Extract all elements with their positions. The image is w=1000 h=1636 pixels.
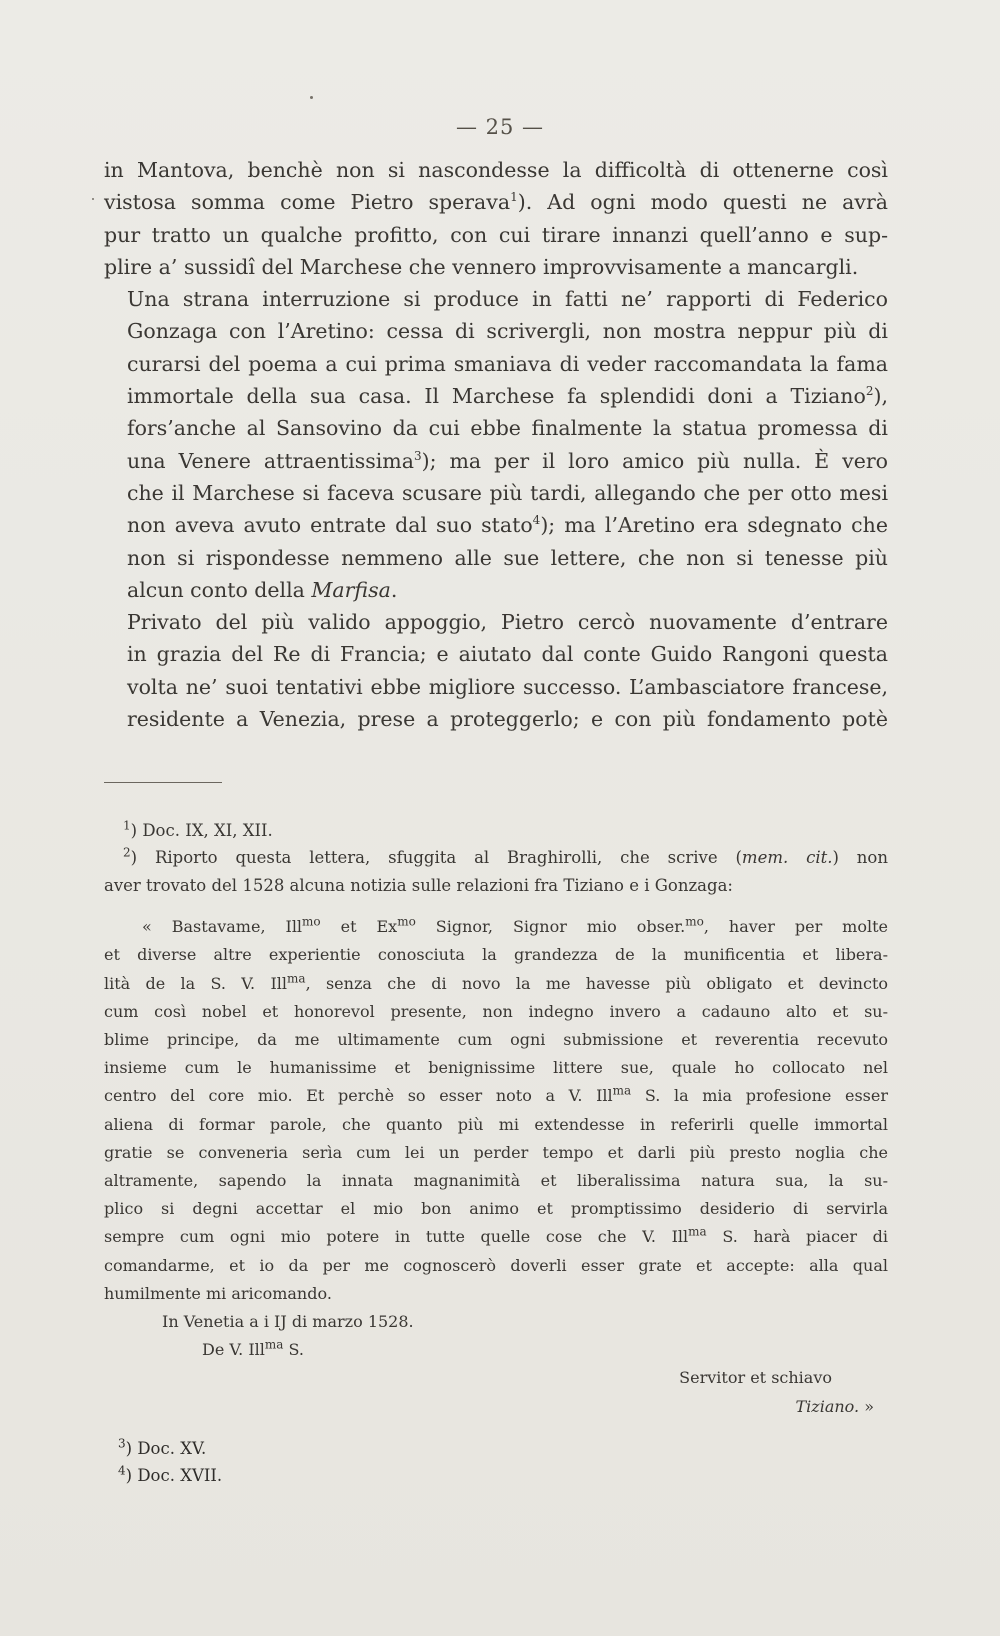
signature-name: Tiziano. bbox=[795, 1396, 860, 1416]
text-line: humilmente mi aricomando. bbox=[104, 1283, 332, 1303]
paragraph-2 bbox=[104, 283, 888, 606]
footnote-ref: 3 bbox=[413, 448, 422, 463]
text-line: aver trovato del 1528 alcuna notizia sulle relazioni fra Tiziano e i Gonzaga: bbox=[104, 875, 733, 895]
text-line: cum così nobel et honorevol presente, non indegno invero a cadauno alto et su- bbox=[104, 1001, 888, 1021]
text-span: , haver per molte bbox=[703, 917, 888, 937]
paper-speck bbox=[310, 96, 313, 99]
text-line: residente a Venezia, prese a proteggerlo; e con più fondamento potè bbox=[127, 707, 888, 732]
text-line: comandarme, et io da per me cognoscerò doverli esser grate et accepte: alla qual bbox=[104, 1255, 888, 1275]
text-line: volta ne’ suoi tentativi ebbe migliore successo. L’ambasciatore francese, bbox=[127, 674, 888, 699]
text-line bbox=[104, 509, 888, 541]
text-line: altramente, sapendo la innata magnanimità et liberalissima natura sua, la su- bbox=[104, 1171, 888, 1191]
text-line: curarsi del poema a cui prima smaniava di veder raccomandata la fama bbox=[127, 351, 888, 376]
text-span: ) non bbox=[832, 848, 888, 868]
text-line: pur tratto un qualche profitto, con cui tirare innanzi quell’anno e sup- bbox=[104, 222, 888, 247]
text-span: Signor, Signor mio obser. bbox=[415, 917, 686, 937]
text-line: plire a’ sussidî del Marchese che vennero improvvisamente a mancargli. bbox=[104, 254, 859, 279]
text-span: ); ma l’Aretino era sdegnato che bbox=[540, 513, 888, 538]
text-line bbox=[104, 186, 888, 218]
text-line: et diverse altre experientie conosciuta la grandezza de la munificentia et libera- bbox=[104, 945, 888, 965]
text-span: ), bbox=[873, 384, 888, 409]
text-line: fors’anche al Sansovino da cui ebbe finalmente la statua promessa di bbox=[127, 416, 888, 441]
footnote-mark: 3 bbox=[118, 1436, 126, 1451]
spacer bbox=[104, 899, 888, 913]
footnote-ref: 4 bbox=[532, 513, 541, 528]
text-span: vistosa somma come Pietro sperava bbox=[104, 190, 511, 215]
text-line bbox=[104, 844, 888, 871]
text-line bbox=[104, 1223, 888, 1251]
footnote-2-cont bbox=[104, 872, 888, 899]
letter-place-date: In Venetia a i IJ di marzo 1528. bbox=[162, 1312, 414, 1332]
superscript: ma bbox=[688, 1225, 707, 1240]
text-span: alcun conto della bbox=[127, 577, 312, 602]
text-span: ) Riporto questa lettera, sfuggita al Braghirolli, che scrive ( bbox=[130, 848, 742, 868]
footnote-mark: 2 bbox=[123, 845, 131, 860]
text-span: ); ma per il loro amico più nulla. È vero bbox=[421, 448, 888, 473]
text-span: non aveva avuto entrate dal suo stato bbox=[127, 513, 533, 538]
text-line: Una strana interruzione si produce in fatti ne’ rapporti di Federico bbox=[127, 287, 888, 312]
text-span: una Venere attraentissima bbox=[127, 448, 414, 473]
text-span: De V. Ill bbox=[202, 1340, 265, 1360]
text-span: immortale della sua casa. Il Marchese fa splendidi doni a Tiziano bbox=[127, 384, 866, 409]
superscript: ma bbox=[612, 1084, 632, 1099]
letter-signature bbox=[104, 1393, 888, 1421]
text-line: plico si degni accettar el mio bon animo et promptissimo desiderio di servirla bbox=[104, 1199, 888, 1219]
text-line: in Mantova, benchè non si nascondesse la difficoltà di ottenerne così bbox=[104, 158, 888, 182]
text-span: , senza che di novo la me havesse più obligato et devincto bbox=[305, 973, 889, 993]
footnote-ref: 1 bbox=[510, 190, 518, 205]
quoted-letter bbox=[104, 913, 888, 1421]
footnote-1 bbox=[104, 817, 888, 844]
paragraph-3 bbox=[104, 606, 888, 735]
text-line bbox=[104, 445, 888, 477]
text-line bbox=[104, 380, 888, 412]
citation-abbrev: mem. cit. bbox=[741, 848, 833, 868]
text-span: S. la mia profesione esser bbox=[631, 1086, 888, 1106]
text-line: Privato del più valido appoggio, Pietro cercò nuovamente d’entrare bbox=[127, 610, 888, 635]
text-span: centro del core mio. Et perchè so esser noto a V. Ill bbox=[104, 1086, 613, 1106]
text-span: sempre cum ogni mio potere in tutte quelle cose che V. Ill bbox=[104, 1227, 689, 1247]
superscript: mo bbox=[302, 914, 321, 929]
superscript: mo bbox=[397, 914, 416, 929]
text-span: S. bbox=[283, 1340, 304, 1360]
text-span: et Ex bbox=[320, 917, 398, 937]
text-span: . bbox=[390, 577, 398, 602]
text-span: « Bastavame, Ill bbox=[142, 917, 303, 937]
text-span: ). Ad ogni modo questi ne avrà bbox=[517, 190, 888, 215]
footnote-text: ) Doc. XVII. bbox=[125, 1466, 223, 1485]
text-line: Gonzaga con l’Aretino: cessa di scrivergli, non mostra neppur più di bbox=[127, 319, 888, 344]
superscript: ma bbox=[287, 971, 306, 986]
footnote-divider bbox=[104, 782, 222, 783]
text-span: S. harà piacer di bbox=[706, 1227, 889, 1247]
footnote-text: ) Doc. XV. bbox=[125, 1439, 207, 1458]
page-number: — 25 — bbox=[455, 115, 545, 139]
main-text bbox=[104, 154, 888, 735]
paragraph-1 bbox=[104, 154, 888, 283]
footnotes-3-4 bbox=[118, 1435, 222, 1489]
text-line: gratie se conveneria serìa cum lei un perder tempo et darli più presto noglia che bbox=[104, 1142, 888, 1162]
superscript: ma bbox=[264, 1337, 284, 1352]
paper-speck bbox=[92, 198, 94, 200]
text-span: » bbox=[859, 1396, 874, 1416]
footnote-text: ) Doc. IX, XI, XII. bbox=[130, 821, 273, 840]
text-span: lità de la S. V. Ill bbox=[104, 973, 288, 993]
footnotes bbox=[104, 817, 888, 1421]
letter-address bbox=[104, 1336, 888, 1364]
footnote-mark: 4 bbox=[118, 1463, 126, 1478]
text-line: non si rispondesse nemmeno alle sue lettere, che non si tenesse più bbox=[127, 545, 888, 570]
title-marfisa: Marfisa bbox=[311, 577, 391, 602]
text-line: che il Marchese si faceva scusare più tardi, allegando che per otto mesi bbox=[127, 480, 888, 505]
letter-closing: Servitor et schiavo bbox=[679, 1368, 832, 1388]
text-line bbox=[104, 1082, 888, 1110]
footnote-mark: 1 bbox=[123, 818, 131, 833]
text-line bbox=[104, 913, 888, 941]
text-line bbox=[104, 970, 888, 998]
text-line bbox=[104, 574, 888, 606]
footnote-ref: 2 bbox=[865, 384, 874, 399]
text-line: in grazia del Re di Francia; e aiutato dal conte Guido Rangoni questa bbox=[127, 642, 888, 667]
text-line: aliena di formar parole, che quanto più mi extendesse in referirli quelle immortal bbox=[104, 1114, 888, 1134]
footnote-4 bbox=[118, 1462, 222, 1489]
footnote-2 bbox=[104, 844, 888, 871]
superscript: mo bbox=[685, 914, 704, 929]
text-line: blime principe, da me ultimamente cum ogni submissione et reverentia recevuto bbox=[104, 1030, 888, 1050]
footnote-3 bbox=[118, 1435, 222, 1462]
text-line: insieme cum le humanissime et benignissime littere sue, quale ho collocato nel bbox=[104, 1058, 888, 1078]
